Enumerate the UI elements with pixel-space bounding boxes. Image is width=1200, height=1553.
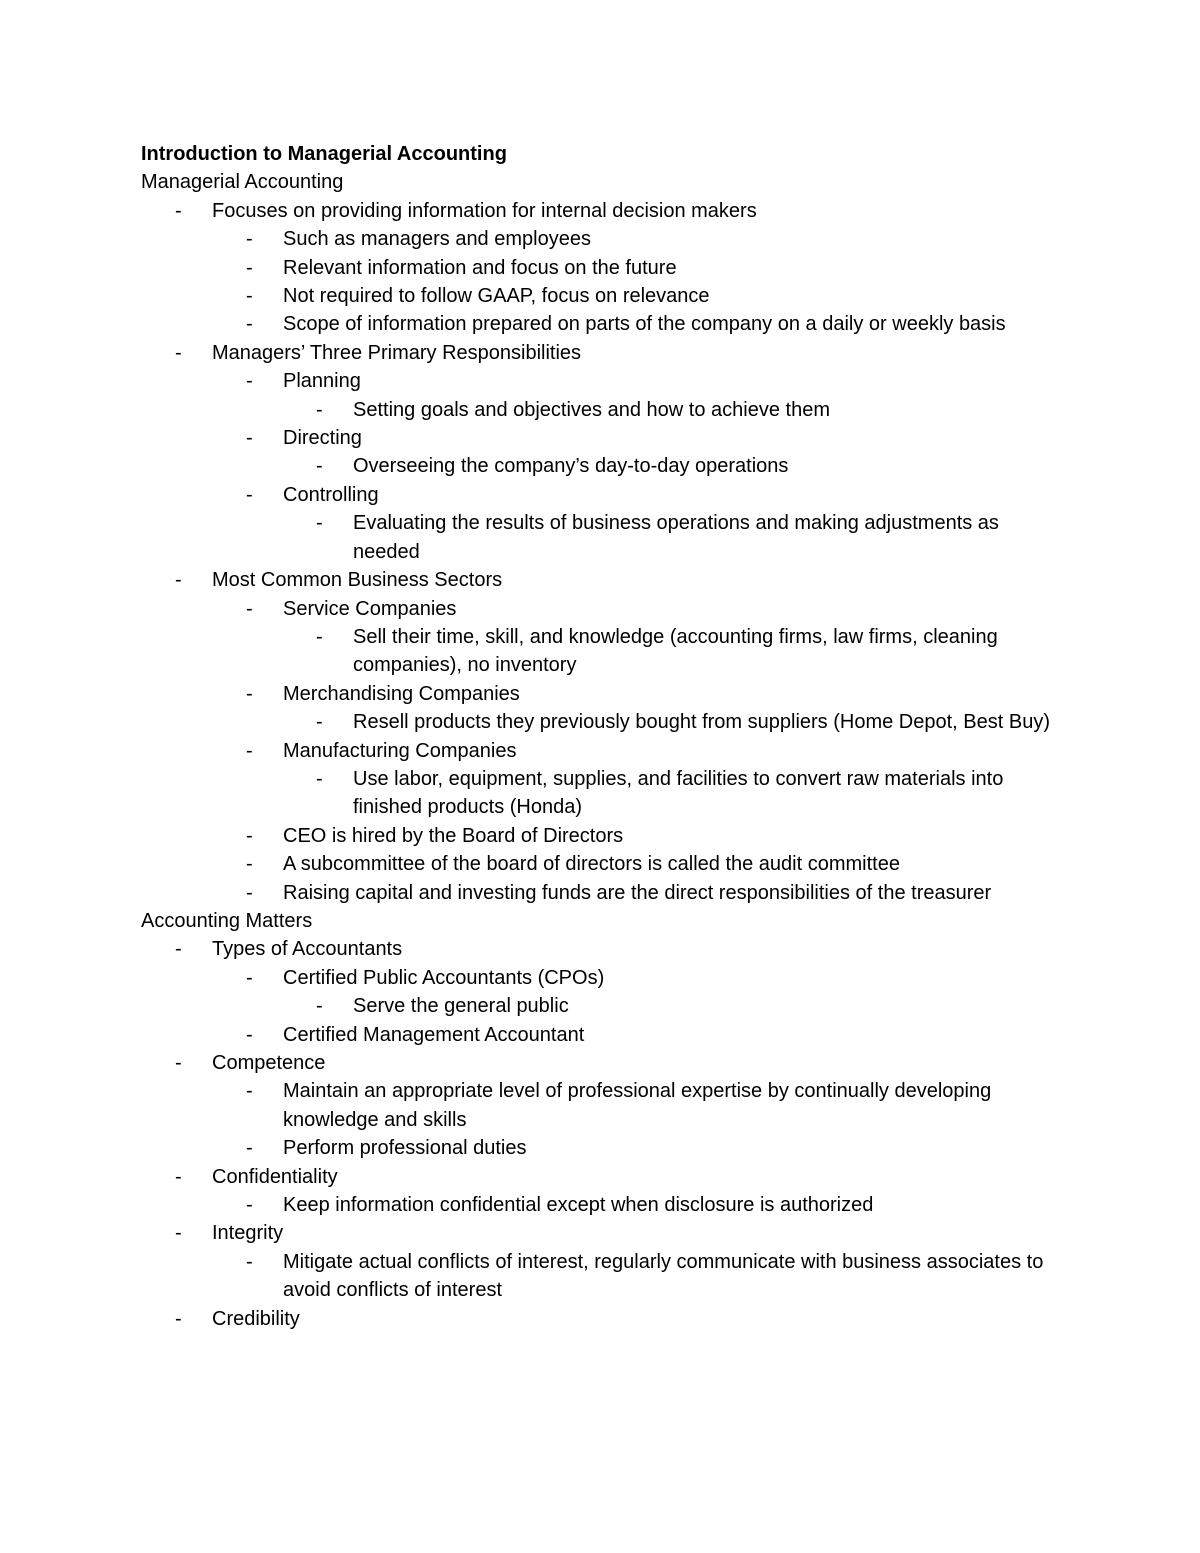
outline-item-level-2: - Merchandising Companies <box>141 680 1061 708</box>
outline-item-level-2: - Scope of information prepared on parts of the company on a daily or weekly basis <box>141 310 1061 338</box>
outline-item-level-2: - Maintain an appropriate level of professional expertise by continually developing knowledge and skills <box>141 1077 1061 1134</box>
outline-item-level-3: - Resell products they previously bought from suppliers (Home Depot, Best Buy) <box>141 708 1061 736</box>
outline-item-level-2: - Planning <box>141 367 1061 395</box>
outline-item-level-2: - Relevant information and focus on the future <box>141 254 1061 282</box>
outline-item-level-2: - Certified Management Accountant <box>141 1021 1061 1049</box>
outline-item-level-1: - Managers’ Three Primary Responsibilities <box>141 339 1061 367</box>
outline-item-level-1: - Focuses on providing information for internal decision makers <box>141 197 1061 225</box>
outline-item-level-2: - Directing <box>141 424 1061 452</box>
outline-item-level-2: - CEO is hired by the Board of Directors <box>141 822 1061 850</box>
document-page <box>141 140 1061 1333</box>
outline-item-level-2: - Controlling <box>141 481 1061 509</box>
outline-item-level-1: - Most Common Business Sectors <box>141 566 1061 594</box>
outline-item-level-2: - Not required to follow GAAP, focus on relevance <box>141 282 1061 310</box>
outline-item-level-2: - A subcommittee of the board of directors is called the audit committee <box>141 850 1061 878</box>
section-heading: Accounting Matters <box>141 909 313 932</box>
outline-item-level-2: - Manufacturing Companies <box>141 737 1061 765</box>
outline-item-level-3: - Evaluating the results of business operations and making adjustments as needed <box>141 509 1061 566</box>
outline-item-level-3: - Serve the general public <box>141 992 1061 1020</box>
outline-item-level-2: - Mitigate actual conflicts of interest, regularly communicate with business associates to avoid conflicts of interest <box>141 1248 1061 1305</box>
outline-item-level-2: - Such as managers and employees <box>141 225 1061 253</box>
outline-item-level-2: - Raising capital and investing funds are the direct responsibilities of the treasurer <box>141 879 1061 907</box>
outline-item-level-3: - Overseeing the company’s day-to-day operations <box>141 452 1061 480</box>
document-body <box>141 168 1061 1333</box>
outline-item-level-3: - Use labor, equipment, supplies, and facilities to convert raw materials into finished products (Honda) <box>141 765 1061 822</box>
section-heading: Managerial Accounting <box>141 171 344 194</box>
outline-item-level-2: - Service Companies <box>141 595 1061 623</box>
outline-item-level-1: - Competence <box>141 1049 1061 1077</box>
outline-item-level-2: - Perform professional duties <box>141 1134 1061 1162</box>
outline-item-level-3: - Setting goals and objectives and how to achieve them <box>141 396 1061 424</box>
outline-item-level-1: - Credibility <box>141 1305 1061 1333</box>
outline-item-level-2: - Keep information confidential except when disclosure is authorized <box>141 1191 1061 1219</box>
outline-item-level-3: - Sell their time, skill, and knowledge (accounting firms, law firms, cleaning companies), no inventory <box>141 623 1061 680</box>
outline-item-level-1: - Integrity <box>141 1219 1061 1247</box>
outline-item-level-1: - Types of Accountants <box>141 935 1061 963</box>
outline-item-level-1: - Confidentiality <box>141 1163 1061 1191</box>
document-title: Introduction to Managerial Accounting <box>141 143 507 165</box>
outline-item-level-2: - Certified Public Accountants (CPOs) <box>141 964 1061 992</box>
